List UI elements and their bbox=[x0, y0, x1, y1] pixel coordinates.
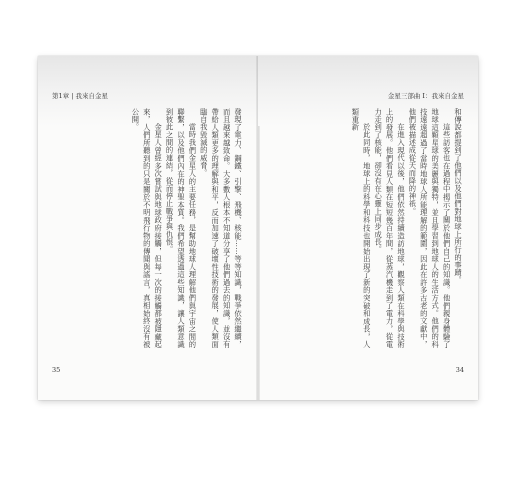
right-page-header: 金星三部曲 I：我來自金星 bbox=[387, 92, 464, 100]
paragraph: 發現了電力、鋼鐵、引擎、飛機、核能……等等知識，戰爭依然繼續，而且越來越致命。大多數人根本不知道分享了他們過去的知識，並沒有帶給人類更多的理解與和平，反而加速了破壞性技術的發展，使人類面臨自我毀滅的威脅。 bbox=[199, 108, 243, 348]
left-page-body bbox=[52, 108, 244, 348]
open-book bbox=[38, 56, 478, 400]
right-page bbox=[258, 56, 478, 400]
paragraph: 金星人曾經多次嘗試與地球政府接觸，但每一次的接觸都被隱藏起來，人們所聽到的只是關於不明飛行物的傳聞與謠言，真相始終沒有被公開。 bbox=[131, 108, 164, 348]
left-page bbox=[38, 56, 258, 400]
paragraph: 於此同時，地球上的科學和科技也開始出現了新的突破和成長，人類重新 bbox=[351, 108, 372, 348]
right-page-number: 34 bbox=[455, 366, 464, 374]
left-page-number: 35 bbox=[52, 366, 61, 374]
left-page-header: 第1章 | 我來自金星 bbox=[52, 92, 108, 100]
paragraph: 當時我們金星人的主要任務，是幫助地球人理解他們與宇宙之間的聯繫，以及他們內在的神聖本質。我們希望透過這些知識，讓人類意識到彼此之間的連結，從而停止戰爭與仇恨。 bbox=[165, 108, 198, 348]
paragraph: 在進入現代以後，他們依然持續造訪地球，觀察人類在科學與技術上的發展。他們看見人類在短短幾百年間，從蒸汽機走到了電力，從電力走到了核能，卻沒有在心靈上同步成長。 bbox=[374, 108, 406, 348]
paragraph: 和傳說都提到了他們以及他們對地球上所行的事蹟。 bbox=[454, 108, 463, 284]
paragraph: 這些訪客也在過程中揭示了關於他們自己的知識。他們親身體驗了地球這顆星球的美麗與獨特，並且學習到地球人的生活方式。他們的科技遠遠超過了當時地球人所能理解的範圍，因此在許多古老的文獻中，他們被描述成從天而降的神祇。 bbox=[408, 108, 452, 348]
right-page-body bbox=[272, 108, 464, 348]
